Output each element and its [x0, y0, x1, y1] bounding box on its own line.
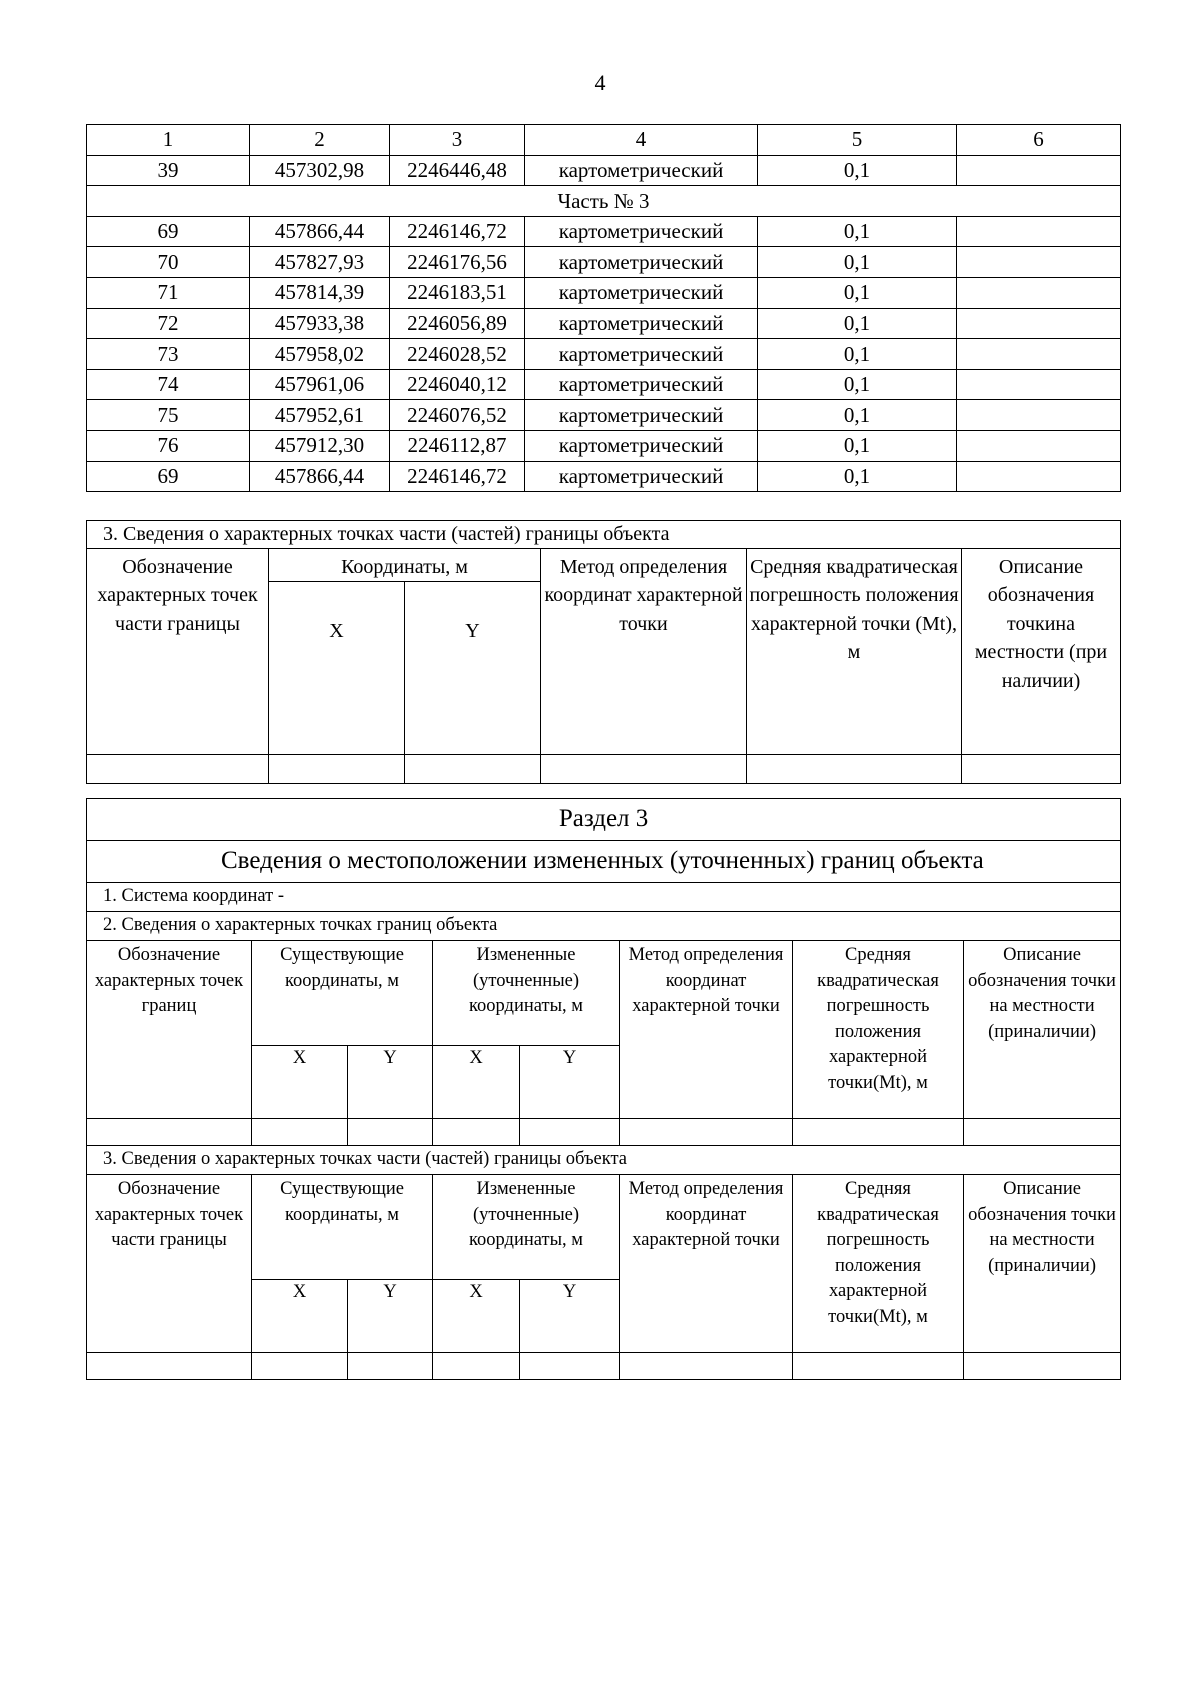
description [957, 247, 1121, 278]
col-designation-header: Обозначение характерных точек части границы [87, 549, 269, 755]
coord-system: 1. Система координат - [87, 883, 1121, 912]
table-row [87, 247, 1121, 278]
table-row [87, 216, 1121, 247]
description [957, 277, 1121, 308]
description [957, 400, 1121, 431]
empty-row [87, 1353, 1121, 1380]
section-subtitle-row [87, 841, 1121, 883]
empty-cell [348, 1353, 433, 1380]
part-points-heading: 3. Сведения о характерных точках части (частей) границы объекта [87, 521, 1121, 549]
col-changed-header: Измененные (уточненные) координаты, м [433, 941, 620, 1046]
header-row [87, 941, 1121, 1046]
error: 0,1 [758, 308, 957, 339]
method: картометрический [525, 216, 758, 247]
point-number: 39 [87, 155, 250, 186]
table-row [87, 277, 1121, 308]
point-number: 74 [87, 369, 250, 400]
method: картометрический [525, 247, 758, 278]
coord-y: 2246056,89 [390, 308, 525, 339]
coord-y: 2246112,87 [390, 430, 525, 461]
coord-y: 2246446,48 [390, 155, 525, 186]
empty-cell [541, 755, 747, 784]
table-row [87, 400, 1121, 431]
point-number: 73 [87, 339, 250, 370]
col-error-header: Средняя квадратическая погрешность положения характерной точки (Mt), м [747, 549, 962, 755]
empty-cell [87, 1119, 252, 1146]
table-row [87, 461, 1121, 492]
coord-x: 457827,93 [250, 247, 390, 278]
col-number: 3 [390, 125, 525, 156]
coord-y: 2246040,12 [390, 369, 525, 400]
empty-cell [433, 1353, 520, 1380]
section3-table [86, 798, 1121, 1380]
col-x-header: X [433, 1280, 520, 1353]
col-y-header: Y [405, 582, 541, 755]
col-changed-header: Измененные (уточненные) координаты, м [433, 1175, 620, 1280]
error: 0,1 [758, 247, 957, 278]
points-heading: 2. Сведения о характерных точках границ объекта [87, 912, 1121, 941]
part-points-table [86, 520, 1121, 784]
col-x-header: X [252, 1280, 348, 1353]
empty-cell [964, 1119, 1121, 1146]
empty-cell [747, 755, 962, 784]
coord-x: 457952,61 [250, 400, 390, 431]
empty-cell [962, 755, 1121, 784]
method: картометрический [525, 461, 758, 492]
table-heading-row [87, 521, 1121, 549]
empty-cell [620, 1353, 793, 1380]
col-number: 6 [957, 125, 1121, 156]
description [957, 369, 1121, 400]
col-y-header: Y [348, 1046, 433, 1119]
coord-system-row [87, 883, 1121, 912]
point-number: 69 [87, 216, 250, 247]
col-designation-header: Обозначение характерных точек границ [87, 941, 252, 1119]
coord-x: 457961,06 [250, 369, 390, 400]
part-row [87, 186, 1121, 217]
error: 0,1 [758, 369, 957, 400]
description [957, 430, 1121, 461]
coord-y: 2246076,52 [390, 400, 525, 431]
col-number: 4 [525, 125, 758, 156]
page-number: 4 [594, 70, 606, 95]
error: 0,1 [758, 430, 957, 461]
empty-cell [87, 1353, 252, 1380]
empty-cell [620, 1119, 793, 1146]
col-y-header: Y [348, 1280, 433, 1353]
col-existing-header: Существующие координаты, м [252, 941, 433, 1046]
coord-y: 2246176,56 [390, 247, 525, 278]
coord-y: 2246183,51 [390, 277, 525, 308]
method: картометрический [525, 155, 758, 186]
table-row [87, 339, 1121, 370]
error: 0,1 [758, 216, 957, 247]
empty-cell [433, 1119, 520, 1146]
empty-cell [793, 1119, 964, 1146]
col-error-header: Средняя квадратическая погрешность положения характерной точки(Mt), м [793, 1175, 964, 1353]
coord-x: 457866,44 [250, 216, 390, 247]
col-x-header: X [269, 582, 405, 755]
method: картометрический [525, 369, 758, 400]
points-heading-row [87, 912, 1121, 941]
coord-y: 2246146,72 [390, 461, 525, 492]
col-number: 2 [250, 125, 390, 156]
empty-cell [405, 755, 541, 784]
error: 0,1 [758, 155, 957, 186]
col-method-header: Метод определения координат характерной точки [620, 1175, 793, 1353]
col-description-header: Описание обозначения точкина местности (при наличии) [962, 549, 1121, 755]
parts-heading: 3. Сведения о характерных точках части (частей) границы объекта [87, 1146, 1121, 1175]
coord-x: 457933,38 [250, 308, 390, 339]
point-number: 71 [87, 277, 250, 308]
empty-cell [252, 1119, 348, 1146]
coord-y: 2246028,52 [390, 339, 525, 370]
description [957, 339, 1121, 370]
method: картометрический [525, 339, 758, 370]
coord-x: 457302,98 [250, 155, 390, 186]
header-row [87, 549, 1121, 582]
col-x-header: X [252, 1046, 348, 1119]
section-subtitle: Сведения о местоположении измененных (уточненных) границ объекта [87, 841, 1121, 883]
empty-row [87, 755, 1121, 784]
coord-x: 457814,39 [250, 277, 390, 308]
point-number: 76 [87, 430, 250, 461]
column-number-row [87, 125, 1121, 156]
empty-cell [964, 1353, 1121, 1380]
point-number: 75 [87, 400, 250, 431]
method: картометрический [525, 430, 758, 461]
method: картометрический [525, 400, 758, 431]
description [957, 461, 1121, 492]
description [957, 155, 1121, 186]
coordinates-table [86, 124, 1121, 492]
col-number: 5 [758, 125, 957, 156]
empty-row [87, 1119, 1121, 1146]
table-row [87, 430, 1121, 461]
col-number: 1 [87, 125, 250, 156]
col-coords-header: Координаты, м [269, 549, 541, 582]
col-y-header: Y [520, 1046, 620, 1119]
col-method-header: Метод определения координат характерной точки [620, 941, 793, 1119]
part-label: Часть № 3 [87, 186, 1121, 217]
empty-cell [348, 1119, 433, 1146]
col-y-header: Y [520, 1280, 620, 1353]
coord-x: 457912,30 [250, 430, 390, 461]
empty-cell [520, 1119, 620, 1146]
col-error-header: Средняя квадратическая погрешность положения характерной точки(Mt), м [793, 941, 964, 1119]
col-x-header: X [433, 1046, 520, 1119]
point-number: 69 [87, 461, 250, 492]
section-title: Раздел 3 [87, 799, 1121, 841]
section-title-row [87, 799, 1121, 841]
method: картометрический [525, 277, 758, 308]
empty-cell [252, 1353, 348, 1380]
table-row [87, 308, 1121, 339]
method: картометрический [525, 308, 758, 339]
table-row [87, 369, 1121, 400]
point-number: 70 [87, 247, 250, 278]
error: 0,1 [758, 461, 957, 492]
col-description-header: Описание обозначения точки на местности (приналичии) [964, 1175, 1121, 1353]
empty-cell [793, 1353, 964, 1380]
point-number: 72 [87, 308, 250, 339]
col-method-header: Метод определения координат характерной точки [541, 549, 747, 755]
header-row [87, 1175, 1121, 1280]
coord-x: 457958,02 [250, 339, 390, 370]
empty-cell [520, 1353, 620, 1380]
coord-y: 2246146,72 [390, 216, 525, 247]
table-row [87, 155, 1121, 186]
error: 0,1 [758, 339, 957, 370]
empty-cell [87, 755, 269, 784]
error: 0,1 [758, 400, 957, 431]
description [957, 216, 1121, 247]
error: 0,1 [758, 277, 957, 308]
empty-cell [269, 755, 405, 784]
col-description-header: Описание обозначения точки на местности (приналичии) [964, 941, 1121, 1119]
coord-x: 457866,44 [250, 461, 390, 492]
description [957, 308, 1121, 339]
parts-heading-row [87, 1146, 1121, 1175]
col-designation-header: Обозначение характерных точек части границы [87, 1175, 252, 1353]
col-existing-header: Существующие координаты, м [252, 1175, 433, 1280]
